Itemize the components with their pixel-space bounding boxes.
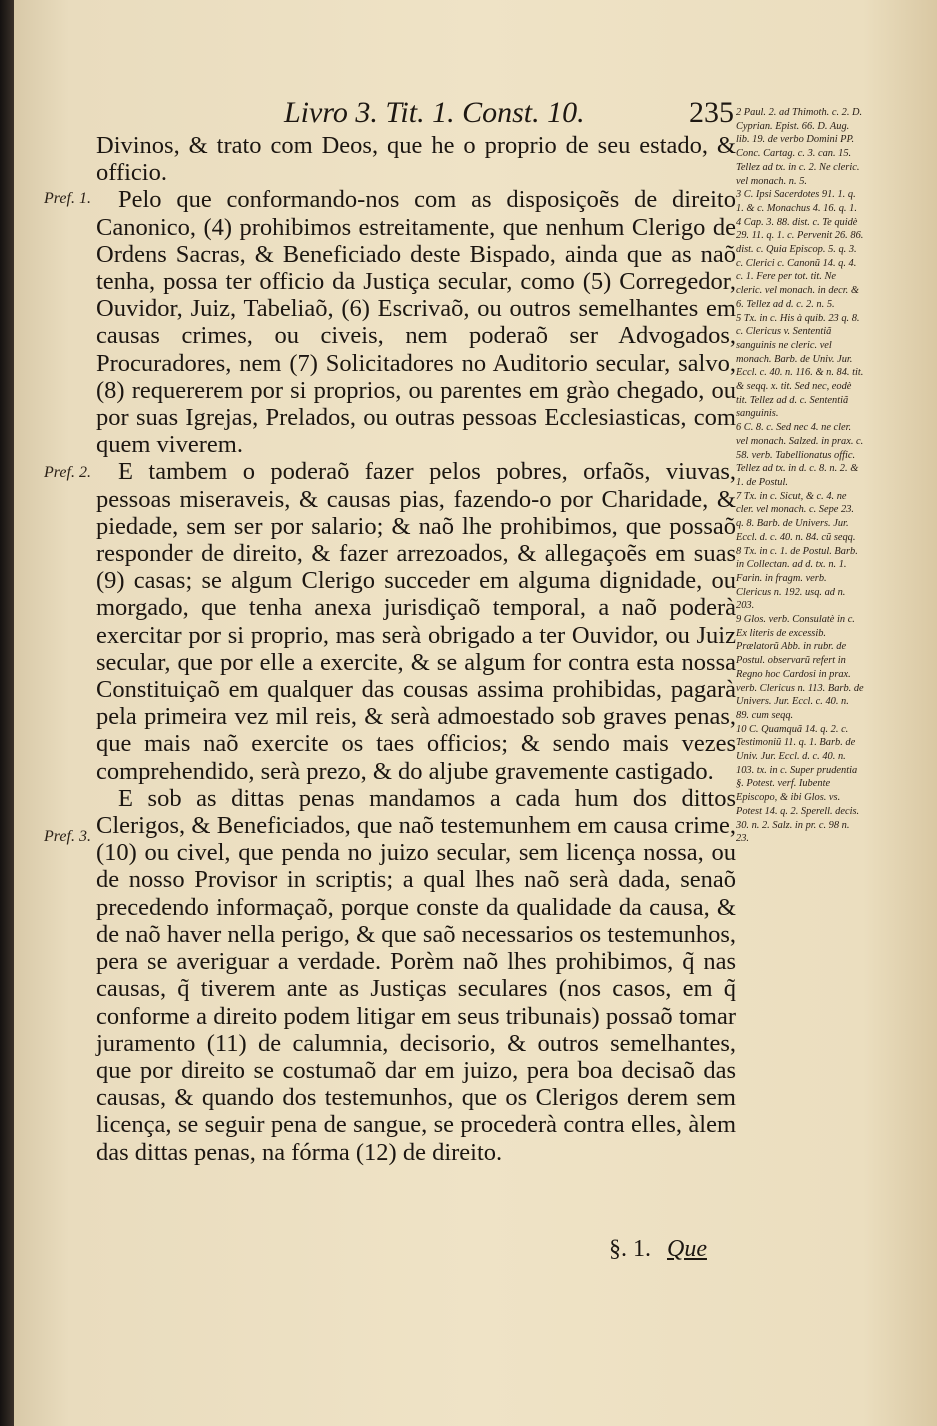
catchword-line	[609, 1236, 707, 1263]
section-sign: §. 1.	[609, 1236, 651, 1262]
sidenote: 2 Paul. 2. ad Thimoth. c. 2. D. Cyprian. Epist. 66. D. Aug. lib. 19. de verbo Domini PP. Conc. Cartag. c. 3. can. 15. Tellez ad tx. in c. 2. Ne cleric. vel monach. n. 5.	[736, 107, 863, 187]
sidenote: 3 C. Ipsi Sacerdotes 91. 1. q. 1. & c. Monachus 4. 16. q. 1.	[736, 189, 857, 214]
paragraph-2: E tambem o poderaõ fazer pelos pobres, orfaõs, viuvas, pessoas miseraveis, & causas pias, fazendo-o por Charidade, & piedade, sem ser por salario; & naõ lhe prohibimos, que possaõ responder de direito, & fazer arrezoados, & allegaçoẽs em suas (9) casas; se algum Clerigo succeder em alguma dignidade, ou morgado, que tenha anexa jurisdiçaõ temporal, a naõ poderà exercitar por si proprio, mas serà obrigado a ter Ouvidor, ou Juiz secular, que por elle a exercite, & se algum for contra esta nossa Constituiçaõ em qualquer das cousas assima prohibidas, pagarà pela primeira vez mil reis, & serà admoestado sob graves penas, que mais naõ exercite os taes officios; & sendo mais vezes comprehendido, serà prezo, & do aljube gravemente castigado.	[96, 458, 736, 785]
sidenote: 10 C. Quamquã 14. q. 2. c. Testimoniũ 11. q. 1. Barb. de Univ. Jur. Eccl. d. c. 40. n. 103. tx. in c. Super prudentia §. Potest. verf. Iubente Episcopo, & ibi Glos. vs. Potest 14. q. 2. Sperell. decis. 30. n. 2. Salz. in pr. c. 98 n. 23.	[736, 723, 860, 845]
sidenote: 7 Tx. in c. Sicut, & c. 4. ne cler. vel monach. c. Sepe 23. q. 8. Barb. de Univers. Jur. Eccl. d. c. 40. n. 84. cũ seqq.	[736, 490, 856, 543]
catchword: Que	[667, 1236, 707, 1262]
book-page	[14, 0, 937, 1426]
sidenote: 8 Tx. in c. 1. de Postul. Barb. in Collectan. ad d. tx. n. 1. Farin. in fragm. verb. Clericus n. 192. usq. ad n. 203.	[736, 545, 858, 612]
main-text-column	[96, 132, 736, 1166]
paragraph-mark-2: Pref. 2.	[44, 464, 91, 481]
opening-line: Divinos, & trato com Deos, que he o proprio de seu estado, & officio.	[96, 132, 736, 187]
sidenote: 4 Cap. 3. 88. dist. c. Te quidè 29. 11. q. 1. c. Pervenit 26. 86. dist. c. Quia Episcop. 5. q. 3. c. Clerici c. Canonũ 14. q. 4. c. 1. Fere per tot. tit. Ne cleric. vel monach. in decr. & 6. Tellez ad d. c. 2. n. 5.	[736, 216, 864, 310]
running-title: Livro 3. Tit. 1. Const. 10.	[284, 96, 585, 129]
sidenote: 6 C. 8. c. Sed nec 4. ne cler. vel monach. Salzed. in prax. c. 58. verb. Tabellionatus offic. Tellez ad tx. in d. c. 8. n. 2. & 1. de Postul.	[736, 422, 864, 488]
marginal-notes	[736, 106, 864, 846]
sidenote: 9 Glos. verb. Consulatè in c. Ex literis de excessib. Prælatorũ Abb. in rubr. de Postul. observarũ refert in Regno hoc Cardosi in prax. verb. Clericus n. 113. Barb. de Univers. Jur. Eccl. c. 40. n. 89. cum seqq.	[736, 614, 864, 721]
page-number: 235	[689, 96, 734, 129]
paragraph-mark-3: Pref. 3.	[44, 828, 91, 845]
paragraph-1: Pelo que conformando-nos com as disposiçoẽs de direito Canonico, (4) prohibimos estreitamente, que nenhum Clerigo de Ordens Sacras, & Beneficiado deste Bispado, ainda que as naõ tenha, possa ter officio da Justiça secular, como (5) Corregedor, Ouvidor, Juiz, Tabeliaõ, (6) Escrivaõ, ou outros semelhantes em causas crimes, ou civeis, nem poderaõ ser Advogados, Procuradores, nem (7) Solicitadores no Auditorio secular, salvo, (8) requererem por si proprios, ou parentes em grào chegado, ou por suas Igrejas, Prelados, ou outras pessoas Ecclesiasticas, com quem viverem.	[96, 186, 736, 459]
paragraph-3: E sob as dittas penas mandamos a cada hum dos dittos Clerigos, & Beneficiados, que naõ testemunhem em causa crime, (10) ou civel, que penda no juizo secular, sem licença nossa, ou de nosso Provisor in scriptis; a qual lhes naõ serà dada, senaõ precedendo informaçaõ, porque conste da qualidade da causa, & de naõ haver nella perigo, & que saõ necessarios os testemunhos, pera se averiguar a verdade. Porèm naõ lhes prohibimos, q̃ nas causas, q̃ tiverem ante as Justiças seculares (nos casos, em q̃ conforme a direito podem litigar em seus tribunais) possaõ tomar juramento (11) de calumnia, decisorio, & outros semelhantes, que por direito se costumaõ dar em juizo, pera boa decisaõ das causas, & quando dos testemunhos, que os Clerigos derem sem licença, se seguir pena de sangue, se procederà contra elles, àlem das dittas penas, na fórma (12) de direito.	[96, 784, 736, 1166]
sidenote: 5 Tx. in c. His à quib. 23 q. 8. c. Clericus v. Sententiã sanguinis ne cleric. vel monach. Barb. de Univ. Jur. Eccl. c. 40. n. 116. & n. 84. tit. & seqq. x. tit. Sed nec, eodè tit. Tellez ad d. c. Sententiã sanguinis.	[736, 312, 864, 420]
paragraph-mark-1: Pref. 1.	[44, 190, 91, 207]
book-gutter	[0, 0, 14, 1426]
